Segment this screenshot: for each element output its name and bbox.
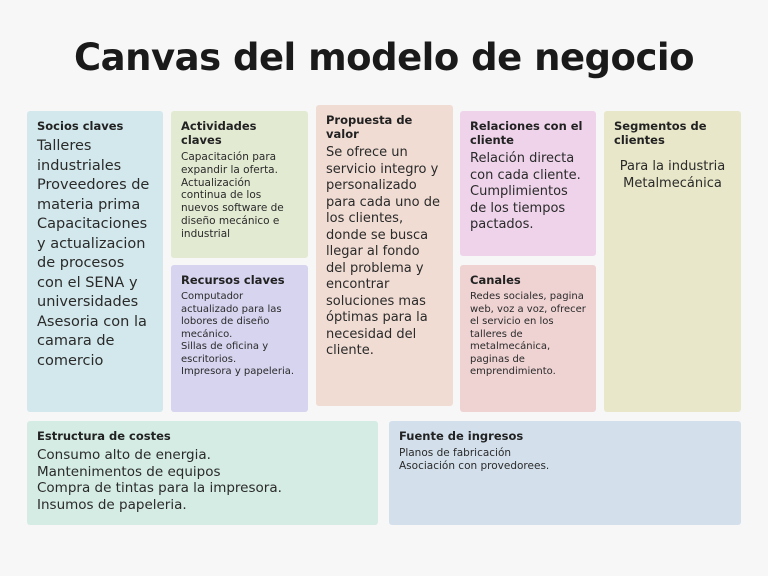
value-proposition-heading: Propuesta de valor	[326, 113, 413, 141]
key-resources-heading: Recursos claves	[181, 273, 285, 287]
customer-relationships-block	[460, 111, 596, 256]
channels-text: Redes sociales, pagina web, voz a voz, ofrecer el servicio en los talleres de metalmecánica, paginas de emprendimiento.	[470, 291, 586, 377]
channels-heading: Canales	[470, 273, 521, 287]
value-proposition-text: Se ofrece un servicio integro y personalizado para cada uno de los clientes, donde se busca llegar al fondo del problema y encontrar soluciones mas óptimas para la necesidad del cliente.	[326, 145, 440, 358]
cost-structure-block	[27, 421, 378, 525]
key-partners-text: Talleres industriales Proveedores de materia prima Capacitaciones y actualizacion de procesos con el SENA y universidades Asesoria con la camara de comercio	[37, 138, 150, 369]
value-proposition-block	[316, 105, 453, 406]
key-activities-heading: Actividades claves	[181, 119, 257, 147]
cost-structure-heading: Estructura de costes	[37, 429, 171, 443]
revenue-streams-block	[389, 421, 741, 525]
customer-segments-block	[604, 111, 741, 412]
key-activities-block	[171, 111, 308, 258]
customer-segments-text: Para la industria Metalmecánica	[619, 159, 726, 191]
cost-structure-text: Consumo alto de energia. Mantenimentos de equipos Compra de tintas para la impresora. Insumos de papeleria.	[37, 447, 282, 513]
revenue-streams-heading: Fuente de ingresos	[399, 429, 524, 443]
revenue-streams-text: Planos de fabricación Asociación con provedorees.	[399, 447, 550, 472]
customer-relationships-heading: Relaciones con el cliente	[470, 119, 583, 147]
key-resources-block	[171, 265, 308, 412]
page-title: Canvas del modelo de negocio	[74, 36, 694, 79]
customer-segments-heading: Segmentos de clientes	[614, 119, 707, 147]
key-resources-text: Computador actualizado para las lobores de diseño mecánico. Sillas de oficina y escritorios. Impresora y papeleria.	[181, 291, 295, 377]
customer-relationships-text: Relación directa con cada cliente. Cumplimientos de los tiempos pactados.	[470, 151, 581, 232]
key-activities-text: Capacitación para expandir la oferta. Actualización continua de los nuevos software de diseño mecánico e industrial	[181, 151, 284, 240]
channels-block	[460, 265, 596, 412]
key-partners-block	[27, 111, 163, 412]
key-partners-heading: Socios claves	[37, 119, 124, 133]
